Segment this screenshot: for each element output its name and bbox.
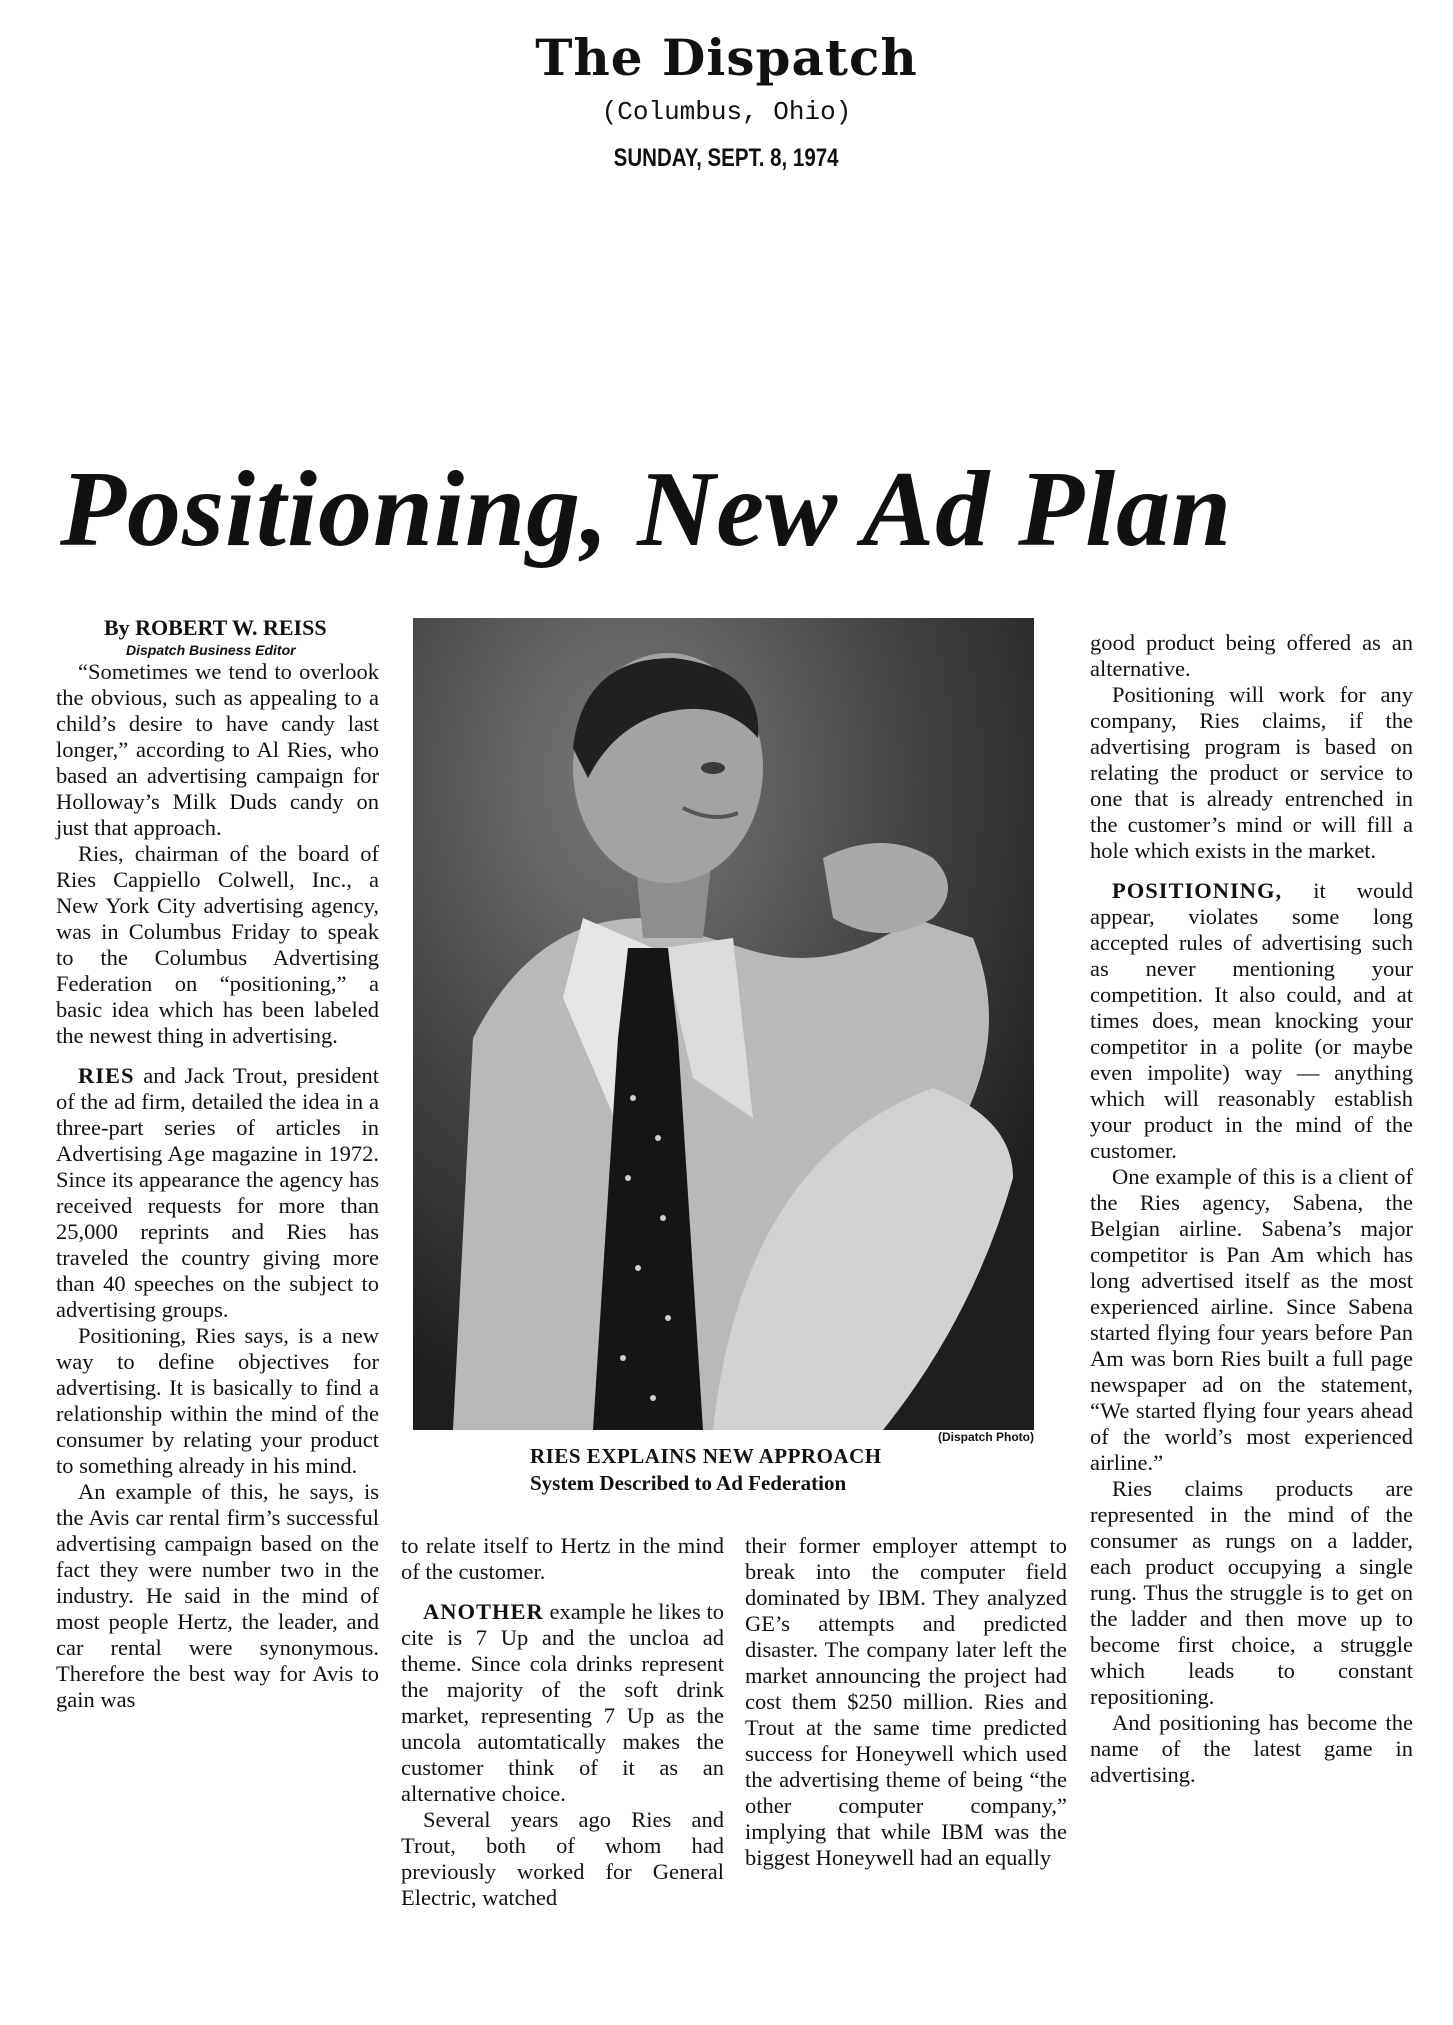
paragraph-text: it would appear, violates some long accepted rules of advertising such as never mentioning your competition. It also could, and at times does, mean knocking your competitor in a polite (or maybe even impolite) way — anything which will reasonably establish your product in the mind of the customer. xyxy=(1090,878,1413,1163)
paragraph: Positioning will work for any company, Ries claims, if the advertising program is based on relating the product or service to one that is already entrenched in the customer’s mind or will fill a hole which exists in the market. xyxy=(1090,682,1413,863)
byline-author: By ROBERT W. REISS xyxy=(104,615,327,640)
headline: Positioning, New Ad Plan xyxy=(60,450,1233,569)
paragraph: “Sometimes we tend to overlook the obvious, such as appealing to a child’s desire to have candy last longer,” according to Al Ries, who based an advertising campaign for Holloway’s Milk Duds candy on just that approach. xyxy=(56,659,379,840)
column-4 xyxy=(1090,630,1413,1788)
newspaper-city: (Columbus, Ohio) xyxy=(601,97,852,127)
paragraph: to relate itself to Hertz in the mind of the customer. xyxy=(401,1533,724,1584)
paragraph-lead: POSITIONING, xyxy=(1112,878,1283,903)
paragraph xyxy=(1090,878,1413,1164)
newspaper-title: The Dispatch xyxy=(535,28,918,87)
paragraph: their former employer attempt to break into the computer field dominated by IBM. They analyzed GE’s attempts and predicted disaster. The company later left the market announcing the project had cost them $250 million. Ries and Trout at the same time predicted success for Honeywell which used the advertising theme of being “the other computer company,” implying that while IBM was the biggest Honeywell had an equally xyxy=(745,1533,1067,1870)
paragraph: good product being offered as an alternative. xyxy=(1090,630,1413,681)
paragraph: Ries claims products are represented in the mind of the consumer as rungs on a ladder, each product occupying a single rung. Thus the struggle is to get on the ladder and then move up to become first choice, a struggle which leads to constant repositioning. xyxy=(1090,1476,1413,1709)
paragraph-lead: RIES xyxy=(78,1063,135,1088)
photo-credit: (Dispatch Photo) xyxy=(938,1430,1034,1444)
paragraph xyxy=(401,1599,724,1807)
paragraph: Positioning, Ries says, is a new way to define objectives for advertising. It is basically to find a relationship within the mind of the consumer by relating your product to something already in his mind. xyxy=(56,1323,379,1478)
paragraph: And positioning has become the name of the latest game in advertising. xyxy=(1090,1710,1413,1787)
caption-subhead: System Described to Ad Federation xyxy=(530,1471,847,1495)
paragraph: An example of this, he says, is the Avis car rental firm’s successful advertising campaign based on the fact they were number two in the industry. He said in the mind of most people Hertz, the leader, and car rental were synonymous. Therefore the best way for Avis to gain was xyxy=(56,1479,379,1712)
paragraph: Several years ago Ries and Trout, both of whom had previously worked for General Electric, watched xyxy=(401,1807,724,1910)
portrait-photo xyxy=(413,618,1034,1430)
paragraph: Ries, chairman of the board of Ries Cappiello Colwell, Inc., a New York City advertising agency, was in Columbus Friday to speak to the Columbus Advertising Federation on “positioning,” a basic idea which has been labeled the newest thing in advertising. xyxy=(56,841,379,1048)
paragraph-lead: ANOTHER xyxy=(423,1599,544,1624)
column-2 xyxy=(401,1533,724,1911)
paragraph-text: and Jack Trout, president of the ad firm, detailed the idea in a three-part series of articles in Advertising Age magazine in 1972. Since its appearance the agency has received requests for more than 25,000 reprints and Ries has traveled the country giving more than 40 speeches on the subject to advertising groups. xyxy=(56,1063,379,1322)
column-3 xyxy=(745,1533,1067,1871)
paragraph xyxy=(56,1063,379,1323)
column-1 xyxy=(56,615,379,1713)
caption-headline: RIES EXPLAINS NEW APPROACH xyxy=(530,1444,882,1468)
publication-date: SUNDAY, SEPT. 8, 1974 xyxy=(614,144,839,172)
photo-caption xyxy=(530,1443,960,1497)
byline-title: Dispatch Business Editor xyxy=(126,642,296,658)
paragraph: One example of this is a client of the Ries agency, Sabena, the Belgian airline. Sabena’s major competitor is Pan Am which has long advertised itself as the most experienced airline. Since Sabena started flying four years before Pan Am was born Ries built a full page newspaper ad on the statement, “We started flying four years ahead of the world’s most experienced airline.” xyxy=(1090,1164,1413,1475)
masthead xyxy=(0,28,1453,176)
paragraph-text: example he likes to cite is 7 Up and the uncloa ad theme. Since cola drinks represent the majority of the soft drink market, representing 7 Up as the uncola automtatically makes the customer think of it as an alternative choice. xyxy=(401,1599,724,1806)
portrait-photo-illustration xyxy=(413,618,1034,1430)
